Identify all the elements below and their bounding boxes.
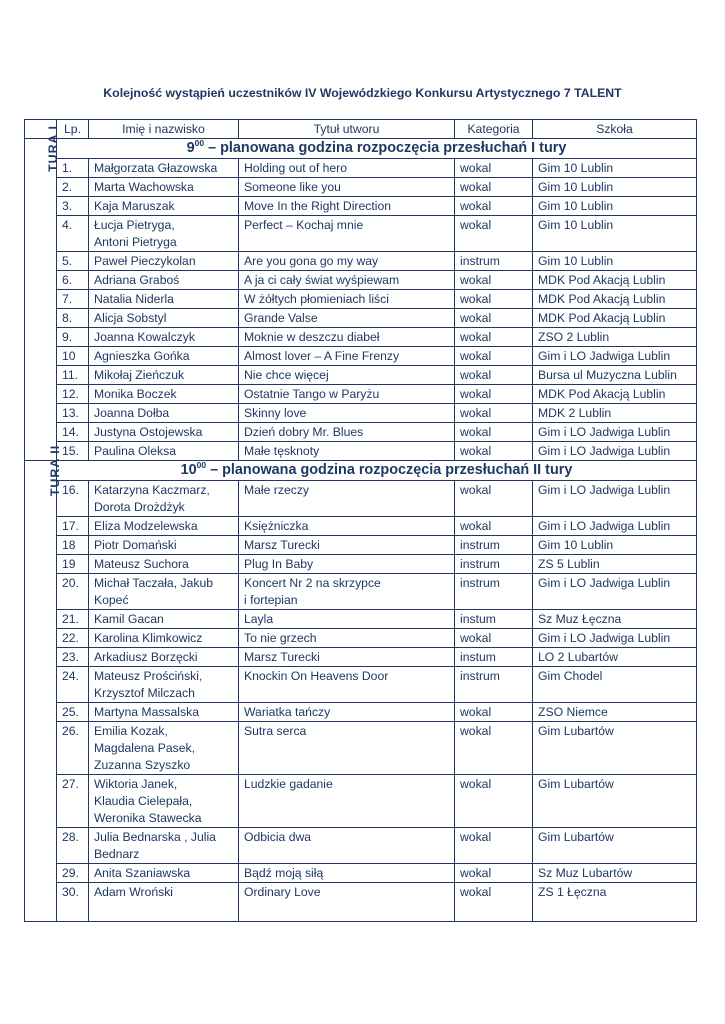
table-row [25, 555, 697, 574]
table-row [25, 252, 697, 271]
participant-names [89, 667, 239, 703]
category-cell: instum [455, 648, 533, 667]
document-title: Kolejność wystąpień uczestników IV Wojewódzkiego Konkursu Artystycznego 7 TALENT [103, 86, 622, 100]
category-cell: wokal [455, 159, 533, 178]
school-cell: Gim i LO Jadwiga Lublin [533, 517, 697, 536]
lp-cell: 6. [57, 271, 89, 290]
participant-names-line: Adam Wroński [94, 885, 174, 899]
school-cell: Gim Lubartów [533, 722, 697, 775]
school-cell: Gim i LO Jadwiga Lublin [533, 574, 697, 610]
school-cell: ZSO 2 Lublin [533, 328, 697, 347]
piece-title [239, 828, 455, 864]
participant-names [89, 883, 239, 922]
table-row [25, 667, 697, 703]
participant-names-line: Monika Boczek [94, 387, 177, 401]
header-category: Kategoria [455, 120, 533, 139]
piece-title [239, 722, 455, 775]
piece-title [239, 536, 455, 555]
piece-title-line: Ordinary Love [244, 885, 321, 899]
participant-names [89, 290, 239, 309]
school-cell: ZSO Niemce [533, 703, 697, 722]
lp-cell: 3. [57, 197, 89, 216]
lp-cell: 11. [57, 366, 89, 385]
school-cell: ZS 1 Łęczna [533, 883, 697, 922]
category-cell: wokal [455, 517, 533, 536]
piece-title [239, 366, 455, 385]
lp-cell: 14. [57, 423, 89, 442]
school-cell: Gim 10 Lublin [533, 216, 697, 252]
participant-names [89, 252, 239, 271]
category-cell: wokal [455, 290, 533, 309]
participant-names-line: Kamil Gacan [94, 612, 164, 626]
participant-names [89, 178, 239, 197]
piece-title-line: Perfect – Kochaj mnie [244, 218, 364, 232]
category-cell: wokal [455, 347, 533, 366]
section-heading [57, 139, 697, 159]
category-cell: wokal [455, 775, 533, 828]
table-row [25, 159, 697, 178]
lp-cell: 23. [57, 648, 89, 667]
category-cell: instrum [455, 536, 533, 555]
piece-title-line: Ostatnie Tango w Paryżu [244, 387, 380, 401]
table-row [25, 442, 697, 461]
piece-title-line: Marsz Turecki [244, 538, 320, 552]
category-cell: instum [455, 610, 533, 629]
table-row [25, 864, 697, 883]
tura-label: TURA II [48, 444, 63, 497]
table-row [25, 775, 697, 828]
school-cell: LO 2 Lubartów [533, 648, 697, 667]
participant-names-line: Katarzyna Kaczmarz, [94, 483, 210, 497]
piece-title-line: A ja ci cały świat wyśpiewam [244, 273, 400, 287]
school-cell: Gim i LO Jadwiga Lublin [533, 629, 697, 648]
tura-cell [25, 444, 63, 922]
participant-names [89, 775, 239, 828]
participant-names-line: Zuzanna Szyszko [94, 758, 191, 772]
lp-cell: 17. [57, 517, 89, 536]
category-cell: wokal [455, 178, 533, 197]
lp-cell: 30. [57, 883, 89, 922]
lp-cell: 2. [57, 178, 89, 197]
participant-names-line: Antoni Pietryga [94, 235, 177, 249]
school-cell: MDK Pod Akacją Lublin [533, 271, 697, 290]
piece-title [239, 864, 455, 883]
participant-names-line: Dorota Drożdżyk [94, 500, 185, 514]
participant-names-line: Adriana Graboś [94, 273, 180, 287]
table-row [25, 610, 697, 629]
participant-names [89, 347, 239, 366]
lp-cell: 18 [57, 536, 89, 555]
school-cell: Gim Lubartów [533, 775, 697, 828]
piece-title-line: Koncert Nr 2 na skrzypce [244, 576, 381, 590]
lp-cell: 28. [57, 828, 89, 864]
participant-names [89, 197, 239, 216]
piece-title [239, 629, 455, 648]
lp-cell: 19 [57, 555, 89, 574]
table-row [25, 309, 697, 328]
participant-names [89, 216, 239, 252]
piece-title-line: Are you gona go my way [244, 254, 379, 268]
participant-names-line: Karolina Klimkowicz [94, 631, 203, 645]
participant-names-line: Klaudia Cielepała, [94, 794, 193, 808]
piece-title [239, 703, 455, 722]
participant-names-line: Wiktoria Janek, [94, 777, 178, 791]
category-cell: instrum [455, 252, 533, 271]
piece-title-line: W żółtych płomieniach liści [244, 292, 389, 306]
piece-title [239, 404, 455, 423]
lp-cell: 10 [57, 347, 89, 366]
category-cell: wokal [455, 385, 533, 404]
lp-cell: 20. [57, 574, 89, 610]
school-cell: MDK Pod Akacją Lublin [533, 309, 697, 328]
tura-label: TURA I [45, 125, 60, 172]
school-cell: MDK Pod Akacją Lublin [533, 290, 697, 309]
lp-cell: 1. [57, 159, 89, 178]
piece-title [239, 423, 455, 442]
participant-names-line: Joanna Kowalczyk [94, 330, 195, 344]
participant-names-line: Joanna Dołba [94, 406, 170, 420]
table-row [25, 347, 697, 366]
heading-minutes: 00 [194, 138, 205, 149]
header-row [25, 120, 697, 139]
piece-title-line: Moknie w deszczu diabeł [244, 330, 380, 344]
category-cell: wokal [455, 864, 533, 883]
school-cell: Gim 10 Lublin [533, 252, 697, 271]
participant-names-line: Weronika Stawecka [94, 811, 202, 825]
table-row [25, 290, 697, 309]
participant-names [89, 385, 239, 404]
participant-names-line: Paulina Oleksa [94, 444, 176, 458]
participant-names-line: Arkadiusz Borzęcki [94, 650, 198, 664]
section-heading-row [25, 461, 697, 481]
table-row [25, 629, 697, 648]
category-cell: wokal [455, 722, 533, 775]
category-cell: wokal [455, 629, 533, 648]
table-row [25, 536, 697, 555]
piece-title [239, 216, 455, 252]
participant-names-line: Marta Wachowska [94, 180, 194, 194]
lp-cell: 24. [57, 667, 89, 703]
piece-title [239, 309, 455, 328]
table-row [25, 178, 697, 197]
piece-title [239, 555, 455, 574]
participant-names [89, 309, 239, 328]
piece-title [239, 252, 455, 271]
participant-names-line: Małgorzata Głazowska [94, 161, 218, 175]
table-row [25, 423, 697, 442]
table-row [25, 574, 697, 610]
category-cell: wokal [455, 197, 533, 216]
piece-title-line: Małe rzeczy [244, 483, 310, 497]
piece-title-line: Sutra serca [244, 724, 307, 738]
piece-title [239, 328, 455, 347]
piece-title [239, 574, 455, 610]
participant-names [89, 159, 239, 178]
school-cell: Gim 10 Lublin [533, 536, 697, 555]
piece-title [239, 883, 455, 922]
lp-cell: 16. [57, 481, 89, 517]
school-cell: Gim i LO Jadwiga Lublin [533, 442, 697, 461]
table-row [25, 197, 697, 216]
school-cell: Gim 10 Lublin [533, 178, 697, 197]
piece-title [239, 610, 455, 629]
lp-cell: 7. [57, 290, 89, 309]
category-cell: wokal [455, 271, 533, 290]
piece-title [239, 290, 455, 309]
table-row [25, 481, 697, 517]
school-cell: Gim i LO Jadwiga Lublin [533, 423, 697, 442]
category-cell: wokal [455, 703, 533, 722]
participant-names-line: Magdalena Pasek, [94, 741, 195, 755]
table-row [25, 883, 697, 922]
lp-cell: 9. [57, 328, 89, 347]
school-cell: MDK 2 Lublin [533, 404, 697, 423]
participant-names [89, 574, 239, 610]
piece-title-line: i fortepian [244, 593, 298, 607]
participant-names [89, 648, 239, 667]
piece-title [239, 481, 455, 517]
piece-title [239, 517, 455, 536]
school-cell: ZS 5 Lublin [533, 555, 697, 574]
piece-title [239, 775, 455, 828]
heading-hour: 9 [186, 140, 195, 156]
participant-names [89, 610, 239, 629]
piece-title-line: Małe tęsknoty [244, 444, 320, 458]
piece-title [239, 178, 455, 197]
piece-title-line: Knockin On Heavens Door [244, 669, 389, 683]
piece-title-line: Dzień dobry Mr. Blues [244, 425, 364, 439]
category-cell: wokal [455, 328, 533, 347]
heading-hour: 10 [180, 462, 197, 478]
table-row [25, 404, 697, 423]
piece-title-line: Księżniczka [244, 519, 309, 533]
school-cell: Bursa ul Muzyczna Lublin [533, 366, 697, 385]
piece-title [239, 667, 455, 703]
participant-names [89, 404, 239, 423]
participant-names-line: Eliza Modzelewska [94, 519, 198, 533]
table-row [25, 385, 697, 404]
table-row [25, 271, 697, 290]
piece-title [239, 385, 455, 404]
participant-names-line: Łucja Pietryga, [94, 218, 175, 232]
piece-title [239, 442, 455, 461]
school-cell: Gim Lubartów [533, 828, 697, 864]
participant-names [89, 555, 239, 574]
participant-names-line: Paweł Pieczykolan [94, 254, 196, 268]
category-cell: wokal [455, 442, 533, 461]
participant-names-line: Natalia Niderla [94, 292, 174, 306]
participant-names-line: Agnieszka Gońka [94, 349, 190, 363]
piece-title [239, 159, 455, 178]
school-cell: Gim i LO Jadwiga Lublin [533, 347, 697, 366]
lp-cell: 26. [57, 722, 89, 775]
lp-cell: 13. [57, 404, 89, 423]
lp-cell: 5. [57, 252, 89, 271]
header-name: Imię i nazwisko [89, 120, 239, 139]
category-cell: instrum [455, 555, 533, 574]
participant-names [89, 629, 239, 648]
lp-cell: 25. [57, 703, 89, 722]
school-cell: Gim 10 Lublin [533, 159, 697, 178]
participant-names [89, 481, 239, 517]
school-cell: Gim 10 Lublin [533, 197, 697, 216]
table-row [25, 328, 697, 347]
piece-title [239, 271, 455, 290]
participant-names [89, 423, 239, 442]
participant-names-line: Mikołaj Zieńczuk [94, 368, 185, 382]
participant-names-line: Krzysztof Milczach [94, 686, 195, 700]
piece-title-line: Odbicia dwa [244, 830, 312, 844]
schedule-table [24, 119, 697, 922]
category-cell: wokal [455, 423, 533, 442]
piece-title-line: Skinny love [244, 406, 307, 420]
piece-title [239, 197, 455, 216]
participant-names-line: Anita Szaniawska [94, 866, 191, 880]
tura-cell [25, 125, 60, 461]
table-row [25, 703, 697, 722]
lp-cell: 12. [57, 385, 89, 404]
category-cell: wokal [455, 404, 533, 423]
participant-names [89, 864, 239, 883]
participant-names-line: Julia Bednarska , Julia [94, 830, 216, 844]
lp-cell: 21. [57, 610, 89, 629]
participant-names-line: Mateusz Suchora [94, 557, 189, 571]
piece-title-line: Grande Valse [244, 311, 318, 325]
participant-names-line: Alicja Sobstyl [94, 311, 167, 325]
school-cell: Gim i LO Jadwiga Lublin [533, 481, 697, 517]
category-cell: wokal [455, 216, 533, 252]
section-heading [57, 461, 697, 481]
participant-names [89, 703, 239, 722]
category-cell: instrum [455, 574, 533, 610]
participant-names [89, 442, 239, 461]
table-row [25, 722, 697, 775]
participant-names-line: Piotr Domański [94, 538, 177, 552]
participant-names [89, 517, 239, 536]
piece-title-line: Holding out of hero [244, 161, 347, 175]
table-row [25, 366, 697, 385]
lp-cell: 15. [57, 442, 89, 461]
participant-names [89, 366, 239, 385]
table-row [25, 517, 697, 536]
lp-cell: 4. [57, 216, 89, 252]
participant-names-line: Kaja Maruszak [94, 199, 175, 213]
participant-names [89, 722, 239, 775]
section-heading-row [25, 139, 697, 159]
participant-names [89, 536, 239, 555]
heading-minutes: 00 [196, 460, 207, 471]
category-cell: wokal [455, 309, 533, 328]
piece-title-line: Layla [244, 612, 274, 626]
lp-cell: 22. [57, 629, 89, 648]
participant-names [89, 328, 239, 347]
piece-title-line: Almost lover – A Fine Frenzy [244, 349, 400, 363]
header-title: Tytuł utworu [239, 120, 455, 139]
school-cell: Sz Muz Lubartów [533, 864, 697, 883]
participant-names [89, 271, 239, 290]
category-cell: wokal [455, 828, 533, 864]
piece-title-line: Move In the Right Direction [244, 199, 391, 213]
heading-text: – planowana godzina rozpoczęcia przesłuchań II tury [206, 462, 573, 478]
piece-title-line: Someone like you [244, 180, 341, 194]
participant-names [89, 828, 239, 864]
heading-text: – planowana godzina rozpoczęcia przesłuchań I tury [204, 140, 567, 156]
piece-title-line: Bądź moją siłą [244, 866, 324, 880]
piece-title-line: Ludzkie gadanie [244, 777, 333, 791]
lp-cell: 8. [57, 309, 89, 328]
category-cell: wokal [455, 481, 533, 517]
participant-names-line: Bednarz [94, 847, 140, 861]
piece-title-line: To nie grzech [244, 631, 317, 645]
piece-title-line: Plug In Baby [244, 557, 314, 571]
participant-names-line: Mateusz Prościński, [94, 669, 203, 683]
category-cell: wokal [455, 366, 533, 385]
piece-title [239, 648, 455, 667]
header-lp: Lp. [57, 120, 89, 139]
header-school: Szkoła [533, 120, 697, 139]
school-cell: MDK Pod Akacją Lublin [533, 385, 697, 404]
category-cell: wokal [455, 883, 533, 922]
piece-title-line: Wariatka tańczy [244, 705, 331, 719]
participant-names-line: Michał Taczała, Jakub [94, 576, 213, 590]
category-cell: instrum [455, 667, 533, 703]
table-row [25, 648, 697, 667]
lp-cell: 27. [57, 775, 89, 828]
table-row [25, 216, 697, 252]
lp-cell: 29. [57, 864, 89, 883]
participant-names-line: Martyna Massalska [94, 705, 199, 719]
school-cell: Sz Muz Łęczna [533, 610, 697, 629]
piece-title-line: Nie chce więcej [244, 368, 329, 382]
table-row [25, 828, 697, 864]
school-cell: Gim Chodel [533, 667, 697, 703]
participant-names-line: Emilia Kozak, [94, 724, 168, 738]
participant-names-line: Kopeć [94, 593, 129, 607]
piece-title [239, 347, 455, 366]
piece-title-line: Marsz Turecki [244, 650, 320, 664]
participant-names-line: Justyna Ostojewska [94, 425, 203, 439]
